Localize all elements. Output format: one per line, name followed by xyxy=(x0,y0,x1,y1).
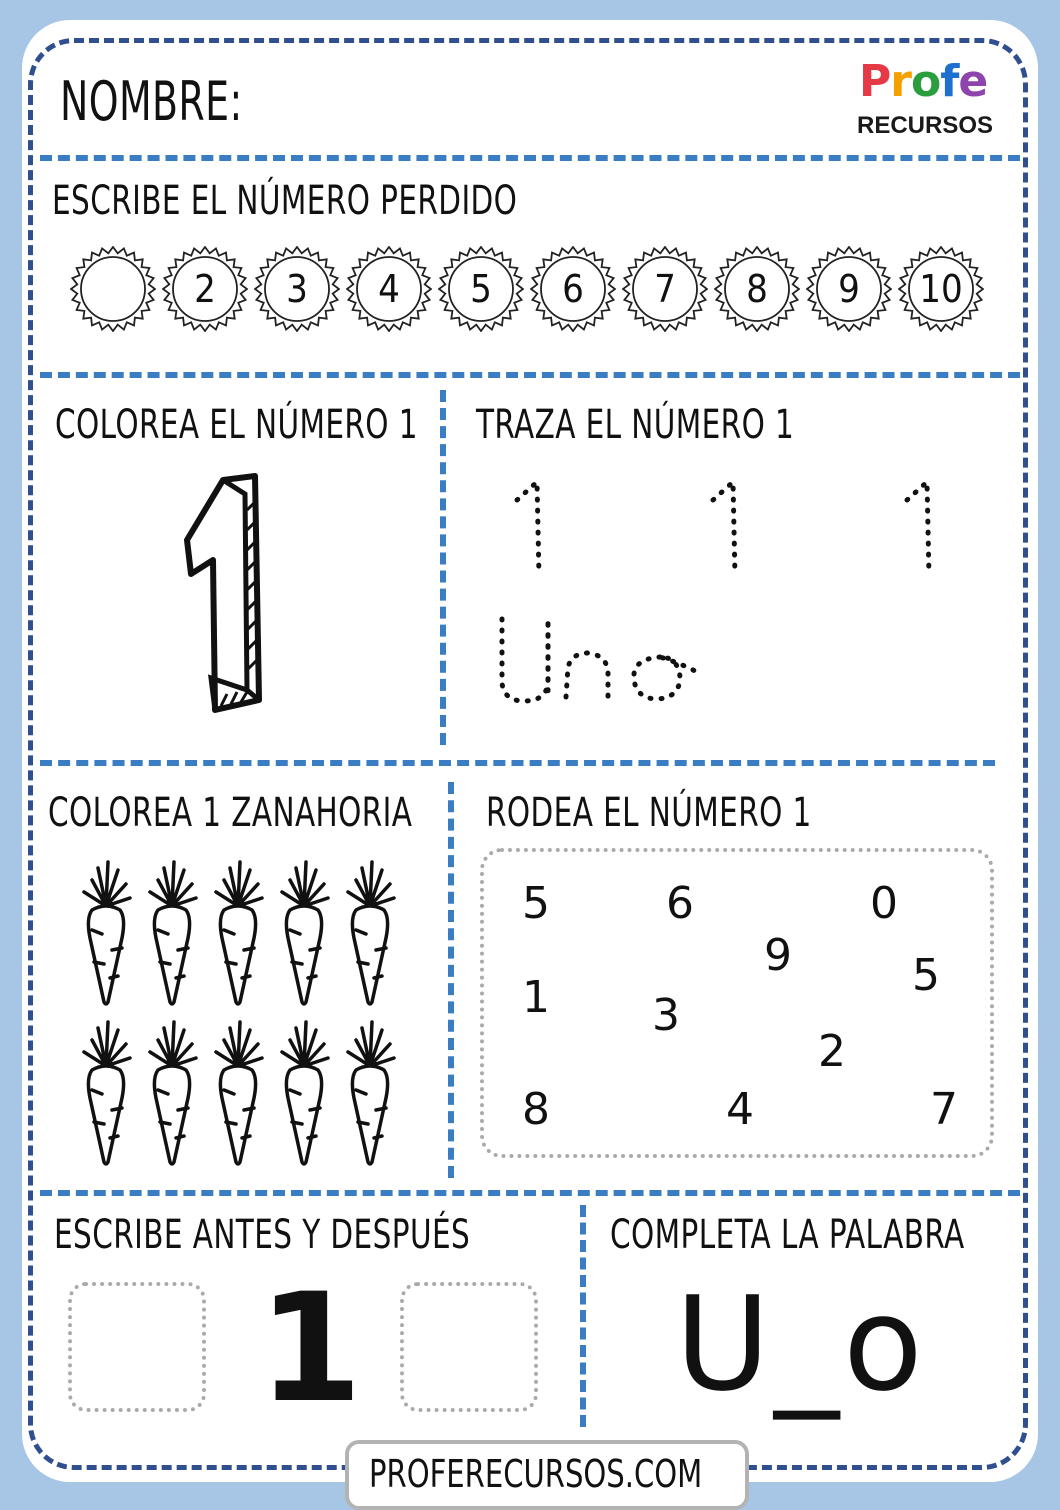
circle-number-title: RODEA EL NÚMERO 1 xyxy=(486,790,812,836)
badge-number: 4 xyxy=(378,267,400,311)
carrot-icon[interactable] xyxy=(144,1018,200,1172)
footer-url[interactable]: PROFERECURSOS.COM xyxy=(369,1452,703,1496)
number-badge xyxy=(898,246,984,332)
color-carrots-title: COLOREA 1 ZANAHORIA xyxy=(48,790,413,836)
divider-2 xyxy=(40,372,1020,378)
badge-number: 5 xyxy=(470,267,492,311)
carrot-icon[interactable] xyxy=(342,1018,398,1172)
badge-number: 7 xyxy=(654,267,676,311)
scattered-number[interactable]: 8 xyxy=(522,1084,550,1135)
before-after-title: ESCRIBE ANTES Y DESPUÉS xyxy=(54,1212,471,1258)
color-number-title: COLOREA EL NÚMERO 1 xyxy=(55,402,418,448)
logo-letter: r xyxy=(890,56,911,107)
incomplete-word: U_o xyxy=(675,1268,927,1420)
logo-letter: P xyxy=(859,56,891,107)
badge-number: 3 xyxy=(286,267,308,311)
divider-1 xyxy=(40,155,1020,161)
vdivider-3 xyxy=(580,1205,586,1427)
badge-number: 2 xyxy=(194,267,216,311)
carrot-icon[interactable] xyxy=(210,858,266,1012)
scattered-number[interactable]: 2 xyxy=(818,1026,846,1077)
badge-number: 8 xyxy=(746,267,768,311)
carrot-icon[interactable] xyxy=(276,1018,332,1172)
before-box[interactable] xyxy=(68,1282,206,1412)
complete-word-title: COMPLETA LA PALABRA xyxy=(610,1212,965,1258)
missing-number-slot[interactable] xyxy=(70,246,156,332)
logo-profe-text xyxy=(859,56,987,107)
dotted-ones xyxy=(495,470,955,585)
outlined-number-one xyxy=(175,470,275,725)
divider-3 xyxy=(40,760,995,766)
badge-number: 10 xyxy=(919,267,963,311)
number-badge xyxy=(806,246,892,332)
divider-4 xyxy=(40,1190,1020,1196)
scattered-number[interactable]: 0 xyxy=(870,878,898,929)
number-badge xyxy=(714,246,800,332)
scattered-number[interactable]: 5 xyxy=(522,878,550,929)
scattered-number[interactable]: 6 xyxy=(666,878,694,929)
trace-number-title: TRAZA EL NÚMERO 1 xyxy=(476,402,795,448)
vdivider-1 xyxy=(440,390,446,745)
after-box[interactable] xyxy=(400,1282,538,1412)
logo-recursos-text: RECURSOS xyxy=(857,112,994,139)
vdivider-2 xyxy=(448,782,454,1178)
center-number: 1 xyxy=(258,1262,363,1436)
carrot-icon[interactable] xyxy=(144,858,200,1012)
name-label: NOMBRE: xyxy=(60,70,243,133)
number-badge xyxy=(530,246,616,332)
scattered-number[interactable]: 1 xyxy=(522,972,550,1023)
logo-letter: f xyxy=(940,56,959,107)
scattered-number[interactable]: 4 xyxy=(726,1084,754,1135)
number-badge xyxy=(622,246,708,332)
badge-number: 6 xyxy=(562,267,584,311)
carrot-icon[interactable] xyxy=(78,1018,134,1172)
scattered-number[interactable]: 7 xyxy=(930,1084,958,1135)
profe-recursos-logo xyxy=(855,56,995,142)
number-badge xyxy=(254,246,340,332)
carrot-icon[interactable] xyxy=(342,858,398,1012)
logo-letter: o xyxy=(910,56,941,107)
scattered-number[interactable]: 9 xyxy=(764,930,792,981)
dotted-word-uno xyxy=(490,605,730,710)
badge-number xyxy=(70,246,156,332)
missing-number-title: ESCRIBE EL NÚMERO PERDIDO xyxy=(52,178,518,224)
scattered-number[interactable]: 5 xyxy=(912,950,940,1001)
carrot-icon[interactable] xyxy=(78,858,134,1012)
scattered-number[interactable]: 3 xyxy=(652,990,680,1041)
number-badge xyxy=(438,246,524,332)
badge-number: 9 xyxy=(838,267,860,311)
number-badge xyxy=(346,246,432,332)
logo-letter: e xyxy=(958,56,988,107)
carrot-icon[interactable] xyxy=(210,1018,266,1172)
number-badge xyxy=(162,246,248,332)
carrot-icon[interactable] xyxy=(276,858,332,1012)
